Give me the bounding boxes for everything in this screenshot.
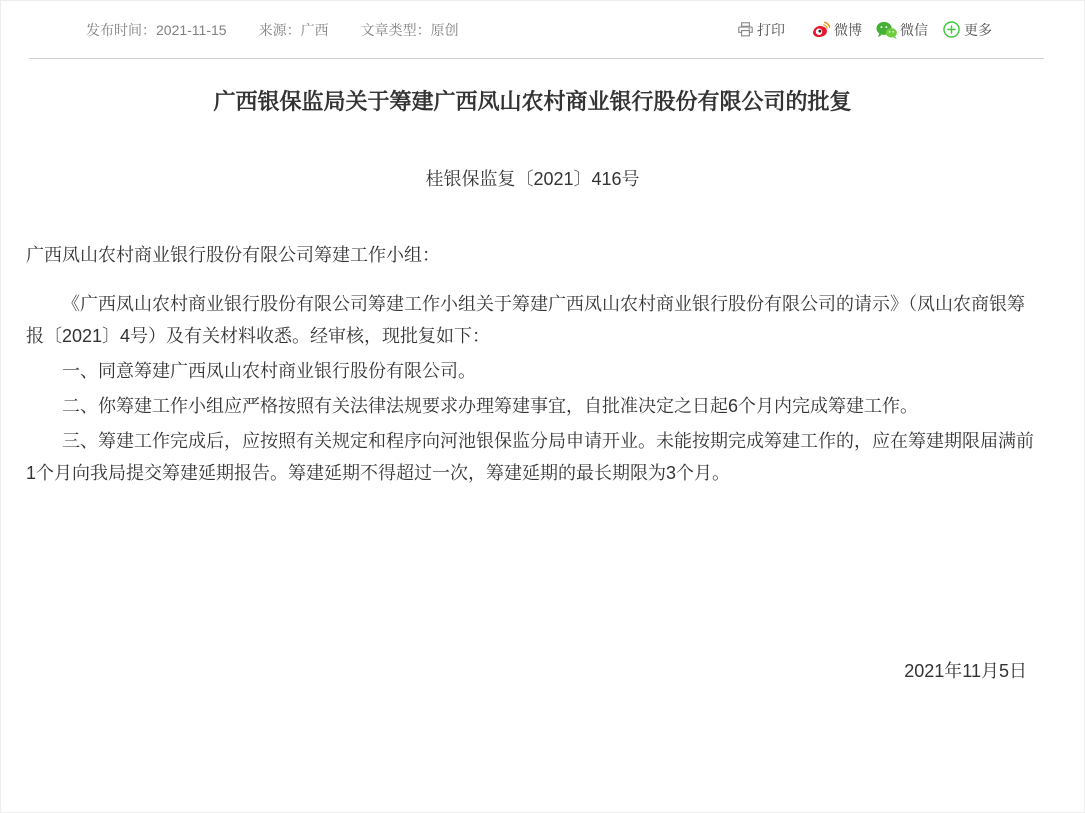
paragraph-item-2: 二、你筹建工作小组应严格按照有关法律法规要求办理筹建事宜，自批准决定之日起6个月内完成筹建工作。 (62, 395, 919, 416)
source (259, 20, 329, 40)
paragraph-addressee: 广西凤山农村商业银行股份有限公司筹建工作小组： (26, 244, 440, 265)
publish-time-label: 发布时间： (86, 21, 156, 38)
print-label: 打印 (757, 21, 785, 38)
document-date: 2021年11月5日 (904, 660, 1027, 681)
publish-time (86, 20, 227, 40)
paragraph-item-1: 一、同意筹建广西凤山农村商业银行股份有限公司。 (62, 360, 476, 381)
article-body (26, 239, 1039, 489)
source-value: 广西 (300, 21, 329, 38)
weibo-icon (811, 20, 831, 39)
article-content (1, 59, 1084, 683)
paragraph-item-3: 三、筹建工作完成后，应按照有关规定和程序向河池银保监分局申请开业。未能按期完成筹建工作的，应在筹建期限届满前1个月向我局提交筹建延期报告。筹建延期不得超过一次，筹建延期的最长期限为3个月。 (26, 430, 1034, 483)
meta-bar (1, 1, 1084, 58)
article-type (361, 20, 459, 40)
article-type-label: 文章类型： (360, 21, 431, 38)
share-wechat-button[interactable] (876, 20, 928, 40)
more-label: 更多 (964, 21, 992, 38)
document-number: 桂银保监复〔2021〕416号 (425, 168, 640, 189)
article-type-value: 原创 (430, 21, 459, 38)
page-title: 广西银保监局关于筹建广西凤山农村商业银行股份有限公司的批复 (213, 89, 852, 114)
wechat-label: 微信 (900, 21, 928, 38)
plus-circle-icon (942, 20, 961, 39)
meta-info (86, 20, 459, 40)
weibo-label: 微博 (834, 21, 862, 38)
share-weibo-button[interactable] (811, 20, 862, 40)
wechat-icon (876, 21, 897, 39)
paragraph-intro: 《广西凤山农村商业银行股份有限公司筹建工作小组关于筹建广西凤山农村商业银行股份有限公司的请示》（凤山农商银筹报〔2021〕4号）及有关材料收悉。经审核，现批复如下： (26, 293, 1025, 346)
printer-icon (737, 21, 754, 38)
publish-time-value: 2021-11-15 (156, 21, 227, 38)
share-more-button[interactable] (942, 20, 992, 40)
print-button[interactable] (737, 20, 785, 40)
source-label: 来源： (258, 21, 301, 38)
share-toolbar (737, 20, 992, 40)
